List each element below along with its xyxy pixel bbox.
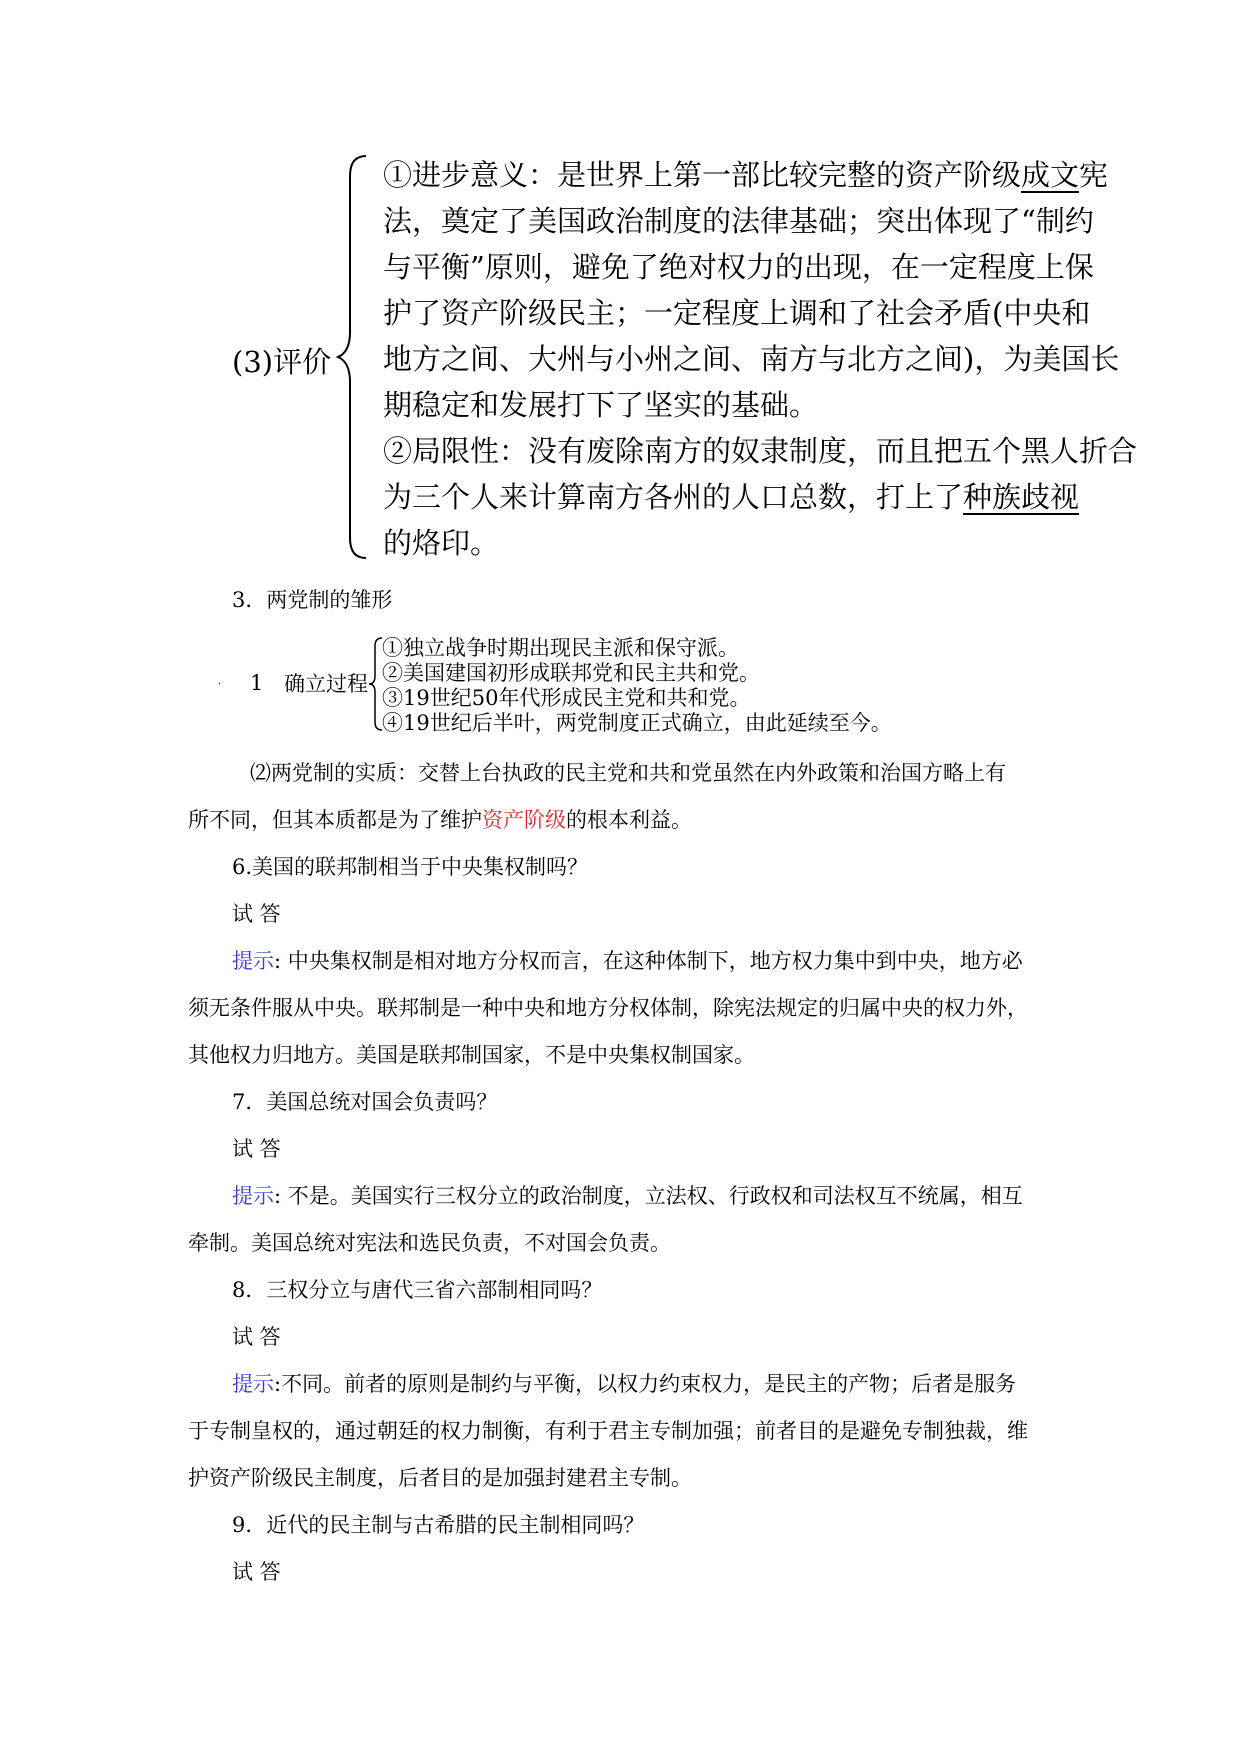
try-answer: 试 答 [232, 1560, 281, 1584]
evaluation-label: (3)评价 [232, 345, 332, 379]
highlighted-term: 资产阶级 [482, 808, 566, 832]
process-item-2: ②美国建国初形成联邦党和民主共和党。 [382, 661, 760, 685]
question-9: 9．近代的民主制与古希腊的民主制相同吗？ [232, 1513, 645, 1537]
try-answer: 试 答 [232, 1137, 281, 1161]
hint-line-2: 须无条件服从中央。联邦制是一种中央和地方分权体制，除宪法规定的归属中央的权力外， [188, 996, 1028, 1020]
evaluation-line-7: ②局限性：没有废除南方的奴隶制度，而且把五个黑人折合 [383, 434, 1138, 468]
try-answer: 试 答 [232, 902, 281, 926]
hint-label: 提示 [232, 949, 274, 973]
essence-line-2: 所不同，但其本质都是为了维护资产阶级的根本利益。 [188, 808, 692, 832]
hint-line-1: 提示: 不是。美国实行三权分立的政治制度，立法权、行政权和司法权互不统属，相互 [232, 1184, 1023, 1208]
hint-line-1: 提示: 中央集权制是相对地方分权而言，在这种体制下，地方权力集中到中央，地方必 [232, 949, 1023, 973]
evaluation-line-8: 为三个人来计算南方各州的人口总数，打上了种族歧视 [383, 480, 1080, 514]
question-6: 6.美国的联邦制相当于中央集权制吗？ [232, 855, 589, 879]
evaluation-line-1: ①进步意义：是世界上第一部比较完整的资产阶级成文宪 [383, 158, 1109, 192]
section-heading: 3．两党制的雏形 [232, 588, 393, 612]
hint-line-2: 牵制。美国总统对宪法和选民负责，不对国会负责。 [188, 1231, 671, 1255]
process-label: 确立过程 [284, 672, 368, 696]
hint-line-3: 护资产阶级民主制度，后者目的是加强封建君主专制。 [188, 1466, 692, 1490]
hint-line-1: 提示:不同。前者的原则是制约与平衡，以权力约束权力，是民主的产物；后者是服务 [232, 1372, 1017, 1396]
evaluation-line-3: 与平衡”原则，避免了绝对权力的出现，在一定程度上保 [383, 250, 1094, 284]
evaluation-line-9: 的烙印。 [383, 526, 500, 560]
process-item-1: ①独立战争时期出现民主派和保守派。 [382, 636, 739, 660]
hint-line-2: 于专制皇权的，通过朝廷的权力制衡，有利于君主专制加强；前者目的是避免专制独裁，维 [188, 1419, 1028, 1443]
hint-line-3: 其他权力归地方。美国是联邦制国家，不是中央集权制国家。 [188, 1043, 755, 1067]
hint-label: 提示 [232, 1184, 274, 1208]
try-answer: 试 答 [232, 1325, 281, 1349]
question-8: 8．三权分立与唐代三省六部制相同吗？ [232, 1278, 603, 1302]
evaluation-line-5: 地方之间、大州与小州之间、南方与北方之间)，为美国长 [383, 342, 1120, 376]
essence-line-1: ⑵两党制的实质：交替上台执政的民主党和共和党虽然在内外政策和治国方略上有 [250, 761, 1006, 785]
item-number: 1 [250, 671, 264, 695]
dot-marker: . [218, 676, 222, 687]
underlined-term: 成文 [1021, 158, 1080, 192]
evaluation-line-4: 护了资产阶级民主；一定程度上调和了社会矛盾(中央和 [383, 296, 1091, 330]
process-item-3: ③19世纪50年代形成民主党和共和党。 [382, 686, 751, 710]
question-7: 7．美国总统对国会负责吗？ [232, 1090, 498, 1114]
evaluation-line-6: 期稳定和发展打下了坚实的基础。 [383, 388, 819, 422]
process-item-4: ④19世纪后半叶，两党制度正式确立，由此延续至今。 [382, 711, 892, 735]
underlined-term: 种族歧视 [963, 480, 1080, 514]
hint-label: 提示 [232, 1372, 274, 1396]
evaluation-line-2: 法，奠定了美国政治制度的法律基础；突出体现了“制约 [383, 204, 1094, 238]
left-curly-brace [336, 152, 376, 562]
